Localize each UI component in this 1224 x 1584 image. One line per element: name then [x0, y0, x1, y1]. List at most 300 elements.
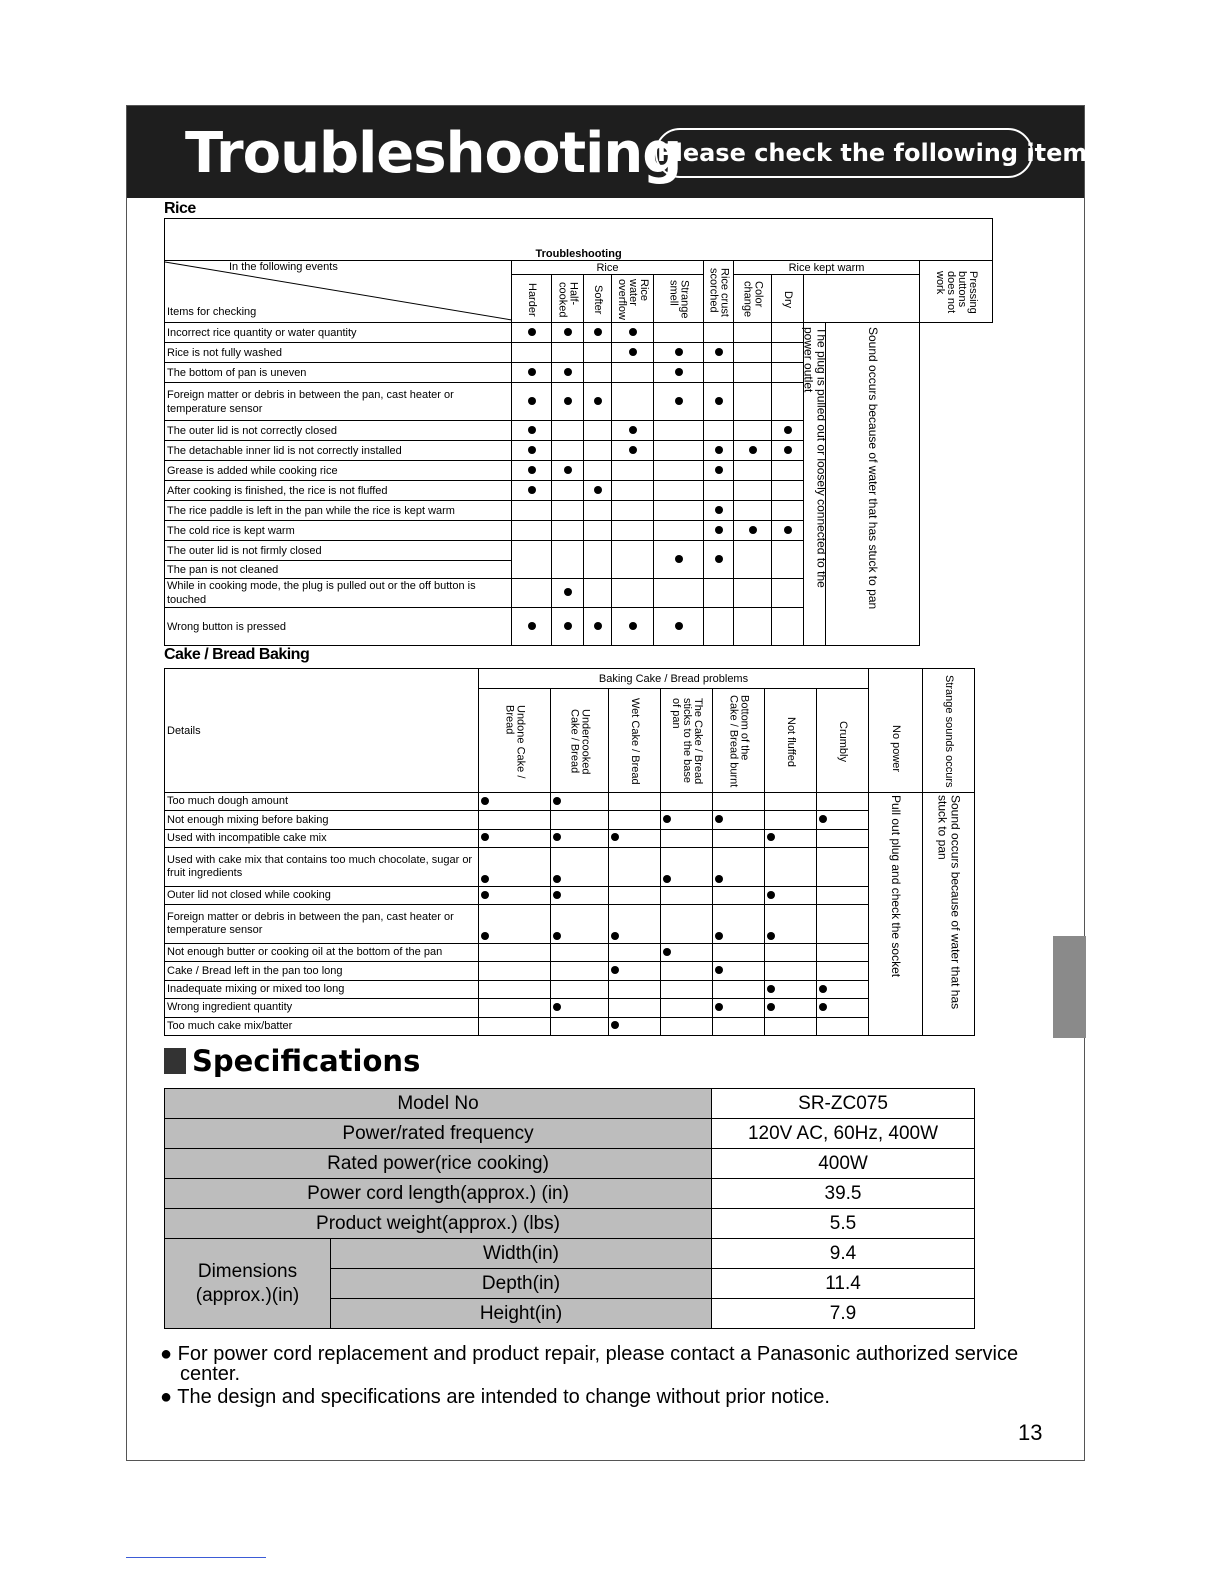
mark-cell	[772, 521, 804, 541]
cake-col-no-power	[869, 669, 923, 793]
mark-cell	[704, 383, 734, 421]
rice-row-label: The detachable inner lid is not correctly installed	[165, 441, 512, 461]
bullet-mark	[564, 368, 572, 376]
mark-cell	[734, 521, 772, 541]
mark-cell	[654, 579, 704, 608]
rice-col-label-wrap	[654, 278, 703, 319]
mark-cell	[704, 461, 734, 481]
spec-depth-label: Depth(in)	[331, 1269, 712, 1299]
cake-row	[165, 886, 975, 904]
cake-col-label-wrap	[609, 696, 660, 785]
mark-cell	[713, 848, 765, 887]
mark-cell	[654, 461, 704, 481]
mark-cell	[661, 811, 713, 829]
mark-cell	[654, 608, 704, 646]
bullet-mark	[611, 932, 619, 940]
rice-troubleshooting-table	[164, 218, 993, 646]
mark-cell	[772, 608, 804, 646]
rice-col-label: Half- cooked	[556, 281, 580, 318]
mark-cell	[817, 829, 869, 847]
cake-note-sounds-cell	[923, 793, 975, 1036]
mark-cell	[734, 541, 772, 579]
mark-cell	[551, 999, 609, 1017]
header-subtitle: Please check the following items	[655, 128, 1033, 178]
mark-cell	[609, 811, 661, 829]
mark-cell	[654, 501, 704, 521]
bullet-mark	[715, 875, 723, 883]
mark-cell	[661, 944, 713, 962]
bullet-mark	[715, 1003, 723, 1011]
cake-col-label: Crumbly	[837, 721, 849, 762]
rice-note-buttons-cell	[801, 323, 829, 646]
bullet-mark	[819, 1003, 827, 1011]
rice-col-header	[734, 275, 772, 323]
rice-row-label: Grease is added while cooking rice	[165, 461, 512, 481]
mark-cell	[817, 886, 869, 904]
bullet-mark	[675, 348, 683, 356]
mark-cell	[552, 421, 584, 441]
mark-cell	[654, 421, 704, 441]
mark-cell	[713, 999, 765, 1017]
mark-cell	[584, 323, 612, 343]
bullet-mark	[675, 397, 683, 405]
cake-col-header	[713, 689, 765, 793]
cake-col-label: Not fluffed	[785, 716, 797, 767]
mark-cell	[713, 793, 765, 811]
cake-row-label: Cake / Bread left in the pan too long	[165, 962, 479, 980]
spec-weight-label: Product weight(approx.) (lbs)	[165, 1209, 712, 1239]
mark-cell	[584, 608, 612, 646]
bullet-mark	[594, 486, 602, 494]
mark-cell	[661, 980, 713, 998]
mark-cell	[584, 421, 612, 441]
page-title: Troubleshooting	[185, 121, 682, 186]
mark-cell	[817, 962, 869, 980]
rice-col-pressing	[920, 261, 993, 323]
bullet-mark	[528, 368, 536, 376]
mark-cell	[612, 441, 654, 461]
cake-col-header	[765, 689, 817, 793]
cake-col-header	[551, 689, 609, 793]
mark-cell	[609, 962, 661, 980]
rice-group-warm: Rice kept warm	[734, 261, 920, 275]
cake-note-power-wrap	[869, 793, 922, 977]
bullet-mark	[553, 891, 561, 899]
mark-cell	[552, 323, 584, 343]
mark-cell	[512, 579, 552, 608]
mark-cell	[704, 323, 734, 343]
mark-cell	[584, 441, 612, 461]
mark-cell	[551, 962, 609, 980]
mark-cell	[479, 962, 551, 980]
mark-cell	[713, 886, 765, 904]
mark-cell	[654, 363, 704, 383]
cake-note-power: Pull out plug and check the socket	[889, 795, 904, 978]
mark-cell	[817, 905, 869, 944]
mark-cell	[551, 793, 609, 811]
bullet-mark	[715, 555, 723, 563]
cake-col-header	[479, 689, 551, 793]
mark-cell	[734, 383, 772, 421]
rice-col-label-wrap	[920, 269, 992, 314]
mark-cell	[512, 421, 552, 441]
rice-row-label: The outer lid is not correctly closed	[165, 421, 512, 441]
mark-cell	[609, 1017, 661, 1035]
cake-col-label: Wet Cake / Bread	[629, 698, 641, 785]
cake-row-label: Used with incompatible cake mix	[165, 829, 479, 847]
bullet-mark	[715, 397, 723, 405]
rice-col-header	[772, 275, 804, 323]
cake-row	[165, 905, 975, 944]
mark-cell	[612, 343, 654, 363]
rice-col-header	[552, 275, 584, 323]
mark-cell	[734, 441, 772, 461]
cake-troubleshooting-table	[164, 668, 975, 1036]
rice-row-label: The rice paddle is left in the pan while the rice is kept warm	[165, 501, 512, 521]
mark-cell	[552, 461, 584, 481]
rice-col-label-wrap	[734, 279, 771, 317]
mark-cell	[817, 811, 869, 829]
mark-cell	[552, 541, 584, 579]
mark-cell	[479, 848, 551, 887]
mark-cell	[551, 980, 609, 998]
bullet-mark	[553, 833, 561, 841]
spec-height-value: 7.9	[712, 1299, 975, 1329]
mark-cell	[551, 944, 609, 962]
bullet-mark	[675, 555, 683, 563]
mark-cell	[512, 501, 552, 521]
mark-cell	[612, 461, 654, 481]
mark-cell	[609, 999, 661, 1017]
mark-cell	[654, 383, 704, 421]
mark-cell	[551, 848, 609, 887]
mark-cell	[479, 980, 551, 998]
cake-col-label: No power	[890, 724, 903, 773]
mark-cell	[512, 343, 552, 363]
mark-cell	[661, 905, 713, 944]
cake-row	[165, 962, 975, 980]
bullet-mark	[629, 622, 637, 630]
mark-cell	[584, 343, 612, 363]
rice-col-label: Color change	[741, 281, 765, 318]
rice-row-label: Incorrect rice quantity or water quantity	[165, 323, 512, 343]
mark-cell	[765, 793, 817, 811]
bullet-mark	[611, 966, 619, 974]
mark-cell	[609, 980, 661, 998]
footer-line	[126, 1557, 266, 1558]
bullet-mark	[528, 622, 536, 630]
rice-col-label: Dry	[782, 290, 794, 309]
bullet-mark	[528, 446, 536, 454]
mark-cell	[713, 811, 765, 829]
mark-cell	[772, 421, 804, 441]
mark-cell	[772, 343, 804, 363]
mark-cell	[765, 829, 817, 847]
rice-note-buttons: The plug is pulled out or loosely connected to the power outlet	[801, 327, 829, 588]
bullet-mark	[629, 426, 637, 434]
mark-cell	[584, 541, 612, 579]
specifications-heading	[164, 1044, 420, 1078]
bullet-mark	[564, 588, 572, 596]
rice-col-label: Rice water overflow	[616, 279, 650, 320]
bullet-mark	[481, 932, 489, 940]
mark-cell	[584, 363, 612, 383]
mark-cell	[479, 886, 551, 904]
mark-cell	[584, 461, 612, 481]
rice-note-sounds: Sound occurs because of water that has stuck to pan	[866, 327, 880, 610]
bullet-mark	[767, 891, 775, 899]
bullet-mark	[481, 797, 489, 805]
bullet-mark	[767, 1003, 775, 1011]
mark-cell	[552, 481, 584, 501]
mark-cell	[551, 1017, 609, 1035]
rice-row-label: While in cooking mode, the plug is pulled out or the off button is touched	[165, 579, 512, 608]
cake-note-power-cell	[869, 793, 923, 1036]
cake-col-sounds	[923, 669, 975, 793]
mark-cell	[817, 848, 869, 887]
bullet-mark	[715, 446, 723, 454]
cake-row-label: Too much cake mix/batter	[165, 1017, 479, 1035]
rice-row-label: The pan is not cleaned	[165, 561, 512, 579]
rice-row-label: Foreign matter or debris in between the pan, cast heater or temperature sensor	[165, 383, 512, 421]
mark-cell	[713, 980, 765, 998]
cake-col-label-wrap	[817, 719, 868, 762]
mark-cell	[734, 608, 772, 646]
side-tab	[1053, 936, 1086, 1038]
mark-cell	[584, 481, 612, 501]
mark-cell	[817, 1017, 869, 1035]
cake-section-label: Cake / Bread Baking	[164, 646, 310, 663]
cake-row-label: Foreign matter or debris in between the pan, cast heater or temperature sensor	[165, 905, 479, 944]
mark-cell	[654, 323, 704, 343]
cake-col-label: Strange sounds occurs	[943, 675, 956, 788]
cake-note-sounds: Sound occurs because of water that has stuck to pan	[935, 795, 963, 1010]
cake-col-label-wrap	[765, 715, 816, 767]
bullet-mark	[715, 506, 723, 514]
bullet-mark	[481, 833, 489, 841]
mark-cell	[612, 323, 654, 343]
spec-weight-value: 5.5	[712, 1209, 975, 1239]
mark-cell	[612, 541, 654, 579]
bullet-mark	[629, 348, 637, 356]
mark-cell	[817, 999, 869, 1017]
specifications-title: Specifications	[192, 1044, 421, 1078]
mark-cell	[765, 999, 817, 1017]
bullet-mark	[528, 426, 536, 434]
rice-col-crust	[704, 261, 734, 323]
mark-cell	[584, 383, 612, 421]
mark-cell	[765, 905, 817, 944]
mark-cell	[704, 541, 734, 579]
cake-col-label-wrap	[551, 707, 608, 774]
mark-cell	[612, 608, 654, 646]
spec-cord-value: 39.5	[712, 1179, 975, 1209]
bullet-mark	[715, 348, 723, 356]
bullet-mark	[594, 397, 602, 405]
spec-dimensions-label	[165, 1239, 331, 1329]
mark-cell	[661, 793, 713, 811]
bullet-mark	[715, 815, 723, 823]
mark-cell	[479, 905, 551, 944]
mark-cell	[734, 421, 772, 441]
mark-cell	[654, 541, 704, 579]
rice-col-header	[612, 275, 654, 323]
rice-col-label-wrap	[552, 280, 583, 317]
mark-cell	[584, 501, 612, 521]
bullet-mark	[553, 875, 561, 883]
mark-cell	[479, 1017, 551, 1035]
mark-cell	[661, 829, 713, 847]
bullet-mark	[611, 833, 619, 841]
cake-row-label: Used with cake mix that contains too much chocolate, sugar or fruit ingredients	[165, 848, 479, 887]
mark-cell	[817, 980, 869, 998]
mark-cell	[551, 811, 609, 829]
bullet-mark	[767, 932, 775, 940]
bullet-mark	[663, 948, 671, 956]
mark-cell	[772, 323, 804, 343]
bullet-mark	[715, 932, 723, 940]
bullet-mark	[767, 985, 775, 993]
cake-row	[165, 793, 975, 811]
rice-table-title: Troubleshooting	[165, 219, 993, 261]
cake-row-label: Inadequate mixing or mixed too long	[165, 980, 479, 998]
spec-power-value: 120V AC, 60Hz, 400W	[712, 1119, 975, 1149]
mark-cell	[609, 944, 661, 962]
cake-row	[165, 999, 975, 1017]
mark-cell	[612, 481, 654, 501]
mark-cell	[512, 363, 552, 383]
bullet-mark	[564, 466, 572, 474]
mark-cell	[661, 886, 713, 904]
bullet-mark	[715, 466, 723, 474]
mark-cell	[512, 441, 552, 461]
square-bullet-icon	[164, 1048, 186, 1074]
spec-model-value: SR-ZC075	[712, 1089, 975, 1119]
bullet-mark	[528, 328, 536, 336]
mark-cell	[772, 501, 804, 521]
mark-cell	[512, 541, 552, 579]
rice-col-label-wrap	[612, 277, 653, 320]
mark-cell	[713, 1017, 765, 1035]
mark-cell	[512, 323, 552, 343]
rice-header-items: Items for checking	[167, 306, 257, 318]
bullet-mark	[663, 815, 671, 823]
notes	[160, 1344, 1030, 1410]
mark-cell	[734, 501, 772, 521]
bullet-mark	[564, 622, 572, 630]
rice-row-label: Rice is not fully washed	[165, 343, 512, 363]
mark-cell	[552, 579, 584, 608]
mark-cell	[772, 579, 804, 608]
bullet-mark	[784, 446, 792, 454]
mark-cell	[551, 886, 609, 904]
rice-header-events: In the following events	[229, 261, 338, 273]
rice-row-label: The cold rice is kept warm	[165, 521, 512, 541]
rice-note-buttons-wrap	[801, 323, 829, 617]
bullet-mark	[611, 1021, 619, 1029]
bullet-mark	[553, 932, 561, 940]
mark-cell	[612, 421, 654, 441]
cake-col-label: Undercooked Cake / Bread	[568, 708, 592, 775]
note-item: ● For power cord replacement and product repair, please contact a Panasonic authorized service center.	[160, 1343, 1019, 1385]
mark-cell	[772, 363, 804, 383]
bullet-mark	[819, 985, 827, 993]
bullet-mark	[663, 875, 671, 883]
cake-col-label: Bottom of the Cake / Bread burnt	[727, 695, 751, 788]
rice-col-label: Pressing buttons does not work	[934, 271, 980, 314]
mark-cell	[765, 944, 817, 962]
rice-row-label: The bottom of pan is uneven	[165, 363, 512, 383]
mark-cell	[512, 481, 552, 501]
mark-cell	[704, 501, 734, 521]
spec-model-label: Model No	[165, 1089, 712, 1119]
mark-cell	[654, 343, 704, 363]
cake-col-label-wrap	[869, 689, 922, 772]
mark-cell	[479, 793, 551, 811]
mark-cell	[479, 829, 551, 847]
mark-cell	[609, 905, 661, 944]
mark-cell	[612, 579, 654, 608]
mark-cell	[772, 461, 804, 481]
page-number: 13	[1018, 1420, 1043, 1445]
bullet-mark	[749, 446, 757, 454]
mark-cell	[661, 999, 713, 1017]
mark-cell	[704, 363, 734, 383]
mark-cell	[512, 383, 552, 421]
mark-cell	[772, 383, 804, 421]
spec-cord-label: Power cord length(approx.) (in)	[165, 1179, 712, 1209]
mark-cell	[704, 441, 734, 461]
cake-row-label: Not enough mixing before baking	[165, 811, 479, 829]
mark-cell	[479, 999, 551, 1017]
bullet-mark	[594, 328, 602, 336]
rice-col-label: Softer	[592, 284, 604, 315]
cake-col-label-wrap	[923, 673, 974, 788]
mark-cell	[552, 343, 584, 363]
mark-cell	[661, 962, 713, 980]
bullet-mark	[629, 446, 637, 454]
note-item: ● The design and specifications are intended to change without prior notice.	[160, 1386, 830, 1408]
cake-note-sounds-wrap	[923, 793, 974, 1035]
mark-cell	[772, 541, 804, 579]
cake-row	[165, 944, 975, 962]
cake-header-details: Details	[165, 669, 479, 793]
mark-cell	[661, 1017, 713, 1035]
mark-cell	[551, 829, 609, 847]
spec-rated-label: Rated power(rice cooking)	[165, 1149, 712, 1179]
specifications-table	[164, 1088, 975, 1329]
rice-note-sounds-cell	[826, 323, 920, 646]
mark-cell	[612, 383, 654, 421]
mark-cell	[609, 848, 661, 887]
rice-note-sounds-wrap	[826, 323, 919, 609]
spec-depth-value: 11.4	[712, 1269, 975, 1299]
mark-cell	[609, 793, 661, 811]
rice-section-label: Rice	[164, 200, 196, 217]
bullet-mark	[553, 1003, 561, 1011]
mark-cell	[704, 579, 734, 608]
cake-row	[165, 980, 975, 998]
mark-cell	[609, 829, 661, 847]
mark-cell	[612, 501, 654, 521]
mark-cell	[552, 383, 584, 421]
mark-cell	[612, 521, 654, 541]
mark-cell	[765, 848, 817, 887]
bullet-mark	[528, 397, 536, 405]
mark-cell	[734, 343, 772, 363]
rice-col-label-wrap	[584, 283, 611, 314]
cake-header-group: Baking Cake / Bread problems	[479, 669, 869, 689]
